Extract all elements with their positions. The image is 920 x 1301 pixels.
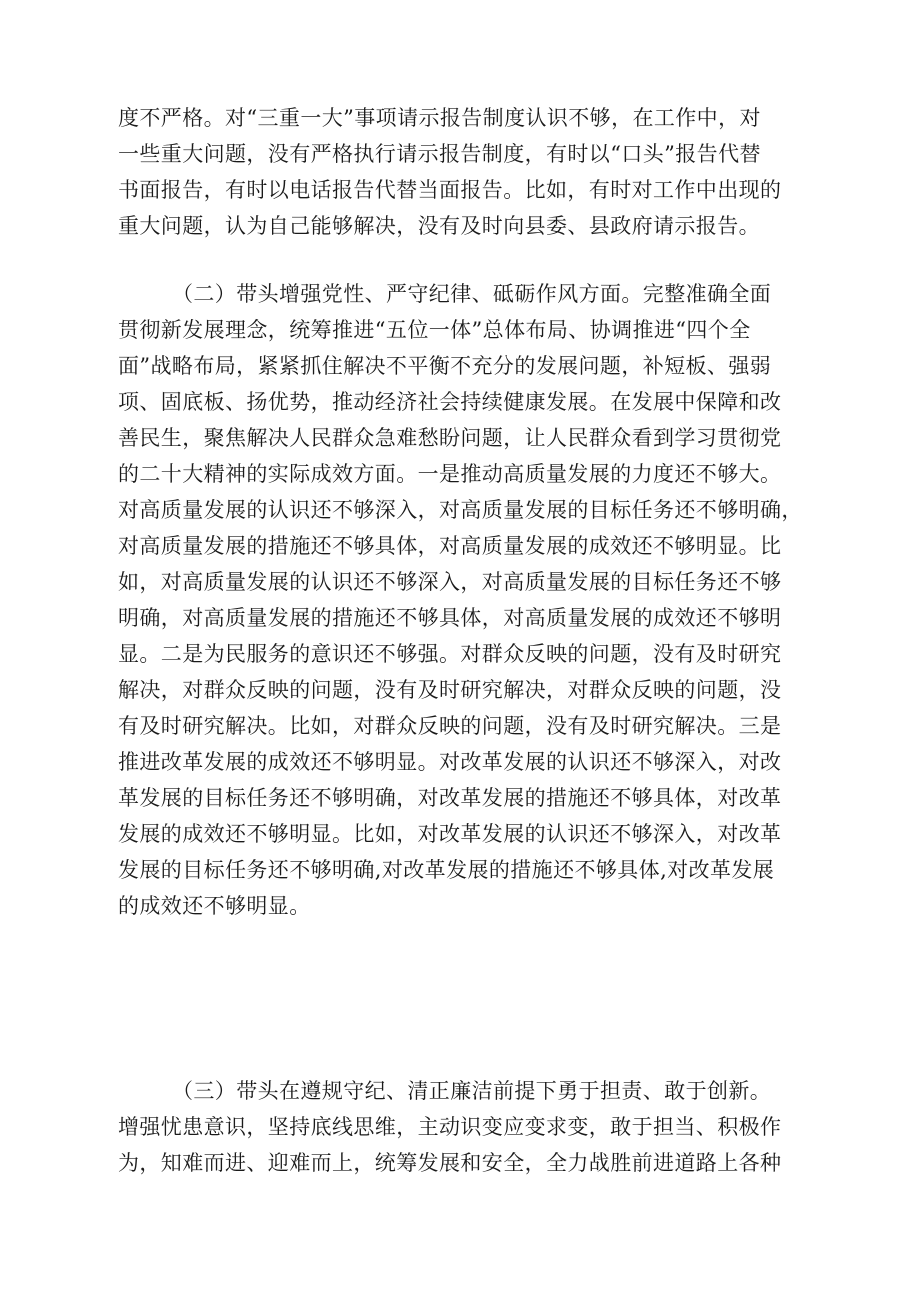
text-line: 对高质量发展的措施还不够具体，对高质量发展的成效还不够明显。比 — [118, 534, 782, 558]
text-line: 对高质量发展的认识还不够深入，对高质量发展的目标任务还不够明确， — [118, 498, 803, 522]
text-line: 项、固底板、扬优势，推动经济社会持续健康发展。在发展中保障和改 — [118, 390, 782, 414]
text-line: 增强忧患意识，坚持底线思维，主动识变应变求变，敢于担当、积极作 — [118, 1115, 782, 1139]
text-line: 善民生，聚焦解决人民群众急难愁盼问题，让人民群众看到学习贯彻党 — [118, 426, 782, 450]
text-line: 书面报告，有时以电话报告代替当面报告。比如，有时对工作中出现的 — [118, 178, 782, 202]
text-line: 的成效还不够明显。 — [118, 894, 311, 918]
text-line: 一些重大问题，没有严格执行请示报告制度，有时以“口头”报告代替 — [118, 142, 761, 166]
section-three-heading-line: （三）带头在遵规守纪、清正廉洁前提下勇于担责、敢于创新。 — [172, 1079, 772, 1103]
text-line: 面”战略布局，紧紧抓住解决不平衡不充分的发展问题，补短板、强弱 — [118, 354, 772, 378]
paragraph-section-three — [118, 1073, 832, 1181]
paragraph-continuation — [118, 100, 832, 244]
text-line: 为，知难而进、迎难而上，统筹发展和安全，全力战胜前进道路上各种 — [118, 1151, 782, 1175]
text-line: 推进改革发展的成效还不够明显。对改革发展的认识还不够深入，对改 — [118, 750, 782, 774]
text-line: 如，对高质量发展的认识还不够深入，对高质量发展的目标任务还不够 — [118, 570, 782, 594]
text-line: 有及时研究解决。比如，对群众反映的问题，没有及时研究解决。三是 — [118, 714, 782, 738]
text-line: 度不严格。对“三重一大”事项请示报告制度认识不够，在工作中，对 — [118, 106, 761, 130]
text-line: 明确，对高质量发展的措施还不够具体，对高质量发展的成效还不够明 — [118, 606, 782, 630]
text-line: 显。二是为民服务的意识还不够强。对群众反映的问题，没有及时研究 — [118, 642, 782, 666]
text-line: 革发展的目标任务还不够明确，对改革发展的措施还不够具体，对改革 — [118, 786, 782, 810]
text-line: 重大问题，认为自己能够解决，没有及时向县委、县政府请示报告。 — [118, 214, 760, 238]
text-line: 贯彻新发展理念，统筹推进“五位一体”总体布局、协调推进“四个全 — [118, 318, 751, 342]
section-two-heading-line: （二）带头增强党性、严守纪律、砥砺作风方面。完整准确全面 — [172, 282, 772, 306]
text-line: 发展的成效还不够明显。比如，对改革发展的认识还不够深入，对改革 — [118, 822, 782, 846]
text-line: 解决，对群众反映的问题，没有及时研究解决，对群众反映的问题，没 — [118, 678, 782, 702]
text-line: 的二十大精神的实际成效方面。一是推动高质量发展的力度还不够大。 — [118, 462, 782, 486]
text-line: 发展的目标任务还不够明确,对改革发展的措施还不够具体,对改革发展 — [118, 858, 775, 882]
paragraph-section-two — [118, 276, 832, 924]
